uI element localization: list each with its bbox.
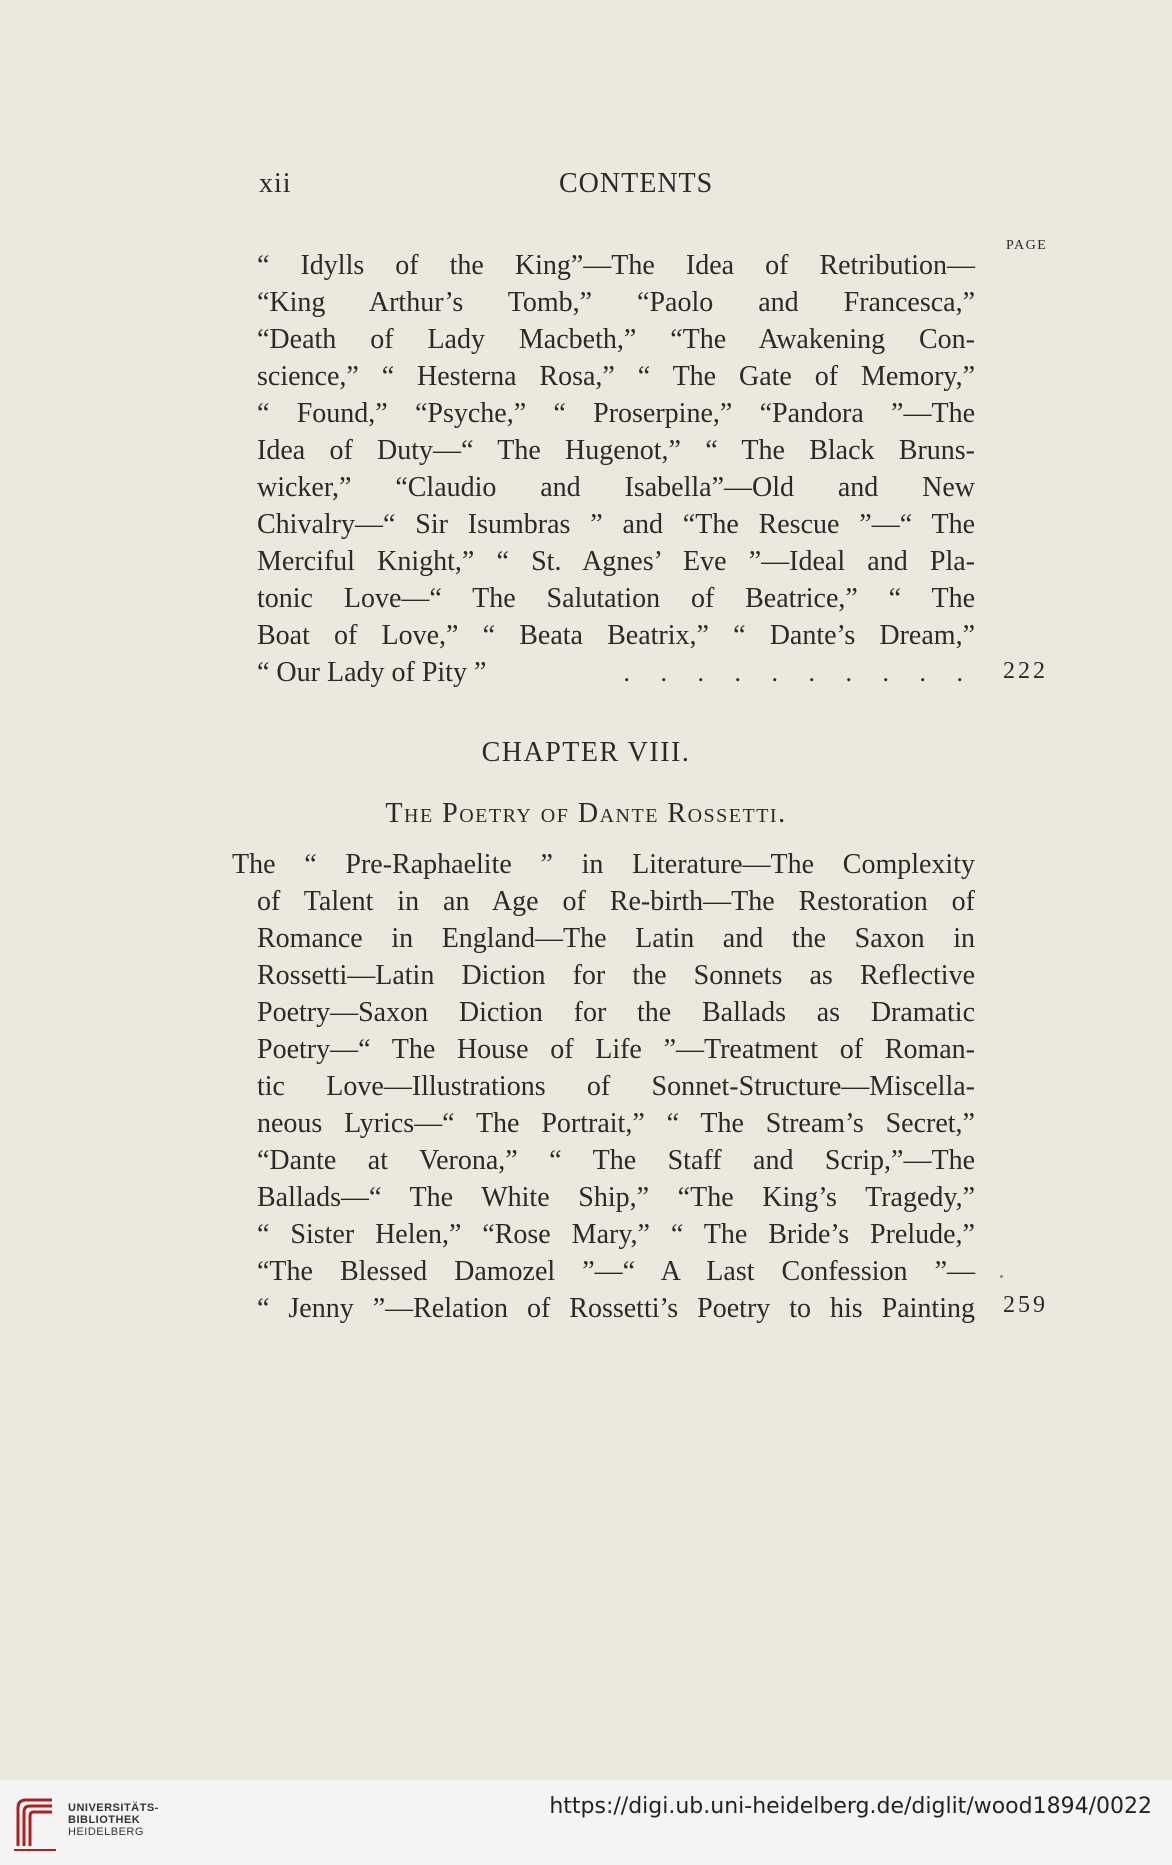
logo-line: BIBLIOTHEK [68,1814,141,1826]
logo-line: HEIDELBERG [68,1826,144,1838]
toc-line: Chivalry—“ Sir Isumbras ” and “The Rescue ”—“ The [257,509,975,540]
library-logo-icon [12,1794,58,1852]
source-url-link[interactable]: https://digi.ub.uni-heidelberg.de/diglit/wood1894/0022 [549,1794,1152,1819]
chapter-heading: CHAPTER VIII. [481,737,691,768]
page-folio: xii [259,168,292,199]
page-number-259: 259 [1003,1292,1048,1318]
toc-line: “King Arthur’s Tomb,” “Paolo and Francesca,” [257,287,975,318]
chapter-subtitle: The Poetry of Dante Rossetti. [385,798,787,829]
toc-line: Merciful Knight,” “ St. Agnes’ Eve ”—Ideal and Pla- [257,546,975,577]
footer-bar [0,1780,1172,1865]
page-number-222: 222 [1003,658,1048,684]
toc-entry-chapter-viii [232,846,975,1327]
toc-line-last [257,654,975,691]
toc-line: neous Lyrics—“ The Portrait,” “ The Stream’s Secret,” [257,1108,975,1139]
running-head-title: CONTENTS [559,168,714,199]
toc-line-last: “ Jenny ”—Relation of Rossetti’s Poetry to his Painting [257,1293,975,1324]
logo-line: UNIVERSITÄTS- [68,1802,159,1814]
toc-line: “ Sister Helen,” “Rose Mary,” “ The Bride’s Prelude,” [257,1219,975,1250]
toc-line: tic Love—Illustrations of Sonnet-Structure—Miscella- [257,1071,975,1102]
toc-line-last-text: “ Our Lady of Pity ” [257,657,487,688]
toc-line: Ballads—“ The White Ship,” “The King’s Tragedy,” [257,1182,975,1213]
toc-line: “Dante at Verona,” “ The Staff and Scrip,”—The [257,1145,975,1176]
toc-entry-chapter-vii [257,247,975,691]
toc-line: wicker,” “Claudio and Isabella”—Old and New [257,472,975,503]
toc-line: of Talent in an Age of Re-birth—The Restoration of [257,886,975,917]
toc-line: “The Blessed Damozel ”—“ A Last Confession ”— [257,1256,975,1287]
toc-line: Poetry—“ The House of Life ”—Treatment of Roman- [257,1034,975,1065]
toc-line: tonic Love—“ The Salutation of Beatrice,” “ The [257,583,975,614]
toc-line: Boat of Love,” “ Beata Beatrix,” “ Dante’s Dream,” [257,620,975,651]
dot-leaders: . . . . . . . . . . [623,658,975,687]
toc-line: “ Idylls of the King”—The Idea of Retribution— [257,250,975,281]
running-head [0,168,1172,204]
toc-line: Rossetti—Latin Diction for the Sonnets as Reflective [257,960,975,991]
toc-line: Romance in England—The Latin and the Saxon in [257,923,975,954]
page-column-label: PAGE [1006,238,1048,253]
toc-line: Poetry—Saxon Diction for the Ballads as Dramatic [257,997,975,1028]
toc-line: “ Found,” “Psyche,” “ Proserpine,” “Pandora ”—The [257,398,975,429]
toc-line: science,” “ Hesterna Rosa,” “ The Gate of Memory,” [257,361,975,392]
toc-line: Idea of Duty—“ The Hugenot,” “ The Black Bruns- [257,435,975,466]
toc-line: “Death of Lady Macbeth,” “The Awakening Con- [257,324,975,355]
library-logo-text [68,1802,159,1838]
toc-line-first: The “ Pre-Raphaelite ” in Literature—The Complexity [232,849,975,880]
page-speck [1000,1275,1003,1278]
